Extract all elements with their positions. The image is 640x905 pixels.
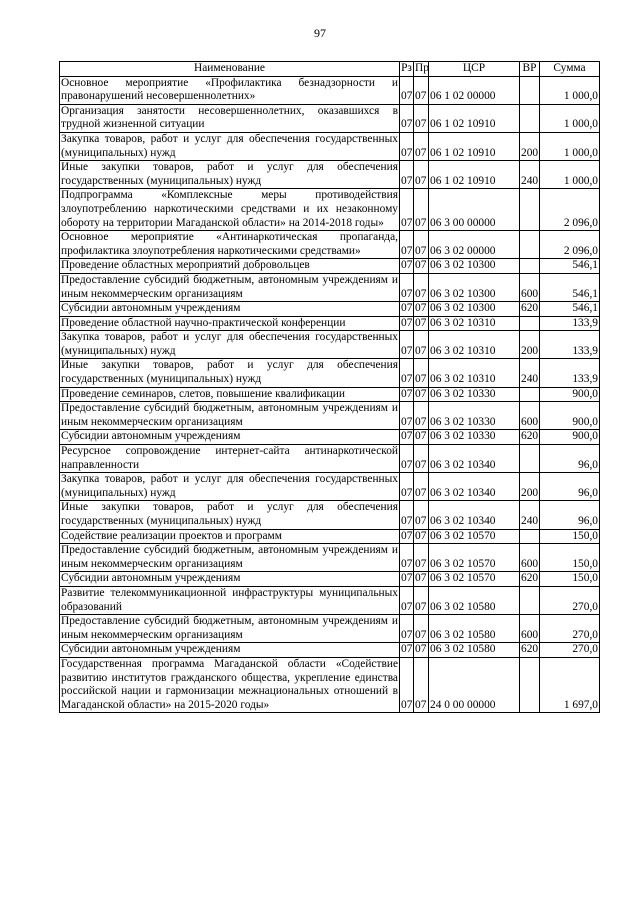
- row-vr: [520, 586, 540, 614]
- table-row: [60, 657, 600, 712]
- row-sum: 150,0: [540, 544, 600, 572]
- row-vr: 240: [520, 359, 540, 387]
- row-vr: [520, 231, 540, 259]
- row-sum: 133,9: [540, 359, 600, 387]
- table-row: [60, 643, 600, 658]
- row-name: Предоставление субсидий бюджетным, автономным учреждениям и иным некоммерческим организациям: [60, 273, 400, 301]
- row-name: Развитие телекоммуникационной инфраструктуры муниципальных образований: [60, 586, 400, 614]
- row-sum: 1 697,0: [540, 657, 600, 712]
- row-csr: 06 3 02 10300: [429, 302, 520, 317]
- row-vr: 600: [520, 544, 540, 572]
- row-rz: 07: [400, 501, 414, 529]
- row-sum: 1 000,0: [540, 76, 600, 104]
- header-sum: Сумма: [540, 62, 600, 77]
- row-pr: 07: [414, 189, 429, 231]
- row-name: Подпрограмма «Комплексные меры противодействия злоупотреблению наркотическими средствами и их незаконному обороту на территории Магаданской области» на 2014-2018 годы»: [60, 189, 400, 231]
- row-sum: 900,0: [540, 430, 600, 445]
- table-header-row: [60, 62, 600, 77]
- row-pr: 07: [414, 402, 429, 430]
- row-sum: 270,0: [540, 586, 600, 614]
- row-rz: 07: [400, 273, 414, 301]
- row-sum: 2 096,0: [540, 189, 600, 231]
- row-pr: 07: [414, 316, 429, 331]
- row-vr: 600: [520, 615, 540, 643]
- row-rz: 07: [400, 104, 414, 132]
- row-sum: 900,0: [540, 387, 600, 402]
- table-row: [60, 402, 600, 430]
- row-pr: 07: [414, 501, 429, 529]
- row-rz: 07: [400, 430, 414, 445]
- row-pr: 07: [414, 544, 429, 572]
- budget-table: [59, 61, 600, 713]
- header-vr: ВР: [520, 62, 540, 77]
- row-pr: 07: [414, 359, 429, 387]
- row-csr: 24 0 00 00000: [429, 657, 520, 712]
- row-pr: 07: [414, 302, 429, 317]
- row-csr: 06 1 02 10910: [429, 161, 520, 189]
- row-pr: 07: [414, 643, 429, 658]
- row-sum: 900,0: [540, 402, 600, 430]
- row-rz: 07: [400, 76, 414, 104]
- row-name: Основное мероприятие «Антинаркотическая пропаганда, профилактика злоупотребления наркотическими средствами»: [60, 231, 400, 259]
- row-rz: 07: [400, 615, 414, 643]
- row-csr: 06 3 02 10570: [429, 572, 520, 587]
- row-name: Проведение областных мероприятий добровольцев: [60, 259, 400, 274]
- table-row: [60, 273, 600, 301]
- row-sum: 96,0: [540, 501, 600, 529]
- row-rz: 07: [400, 643, 414, 658]
- row-name: Содействие реализации проектов и программ: [60, 529, 400, 544]
- row-csr: 06 3 02 10570: [429, 529, 520, 544]
- row-vr: 240: [520, 161, 540, 189]
- row-sum: 133,9: [540, 331, 600, 359]
- row-rz: 07: [400, 161, 414, 189]
- row-csr: 06 3 02 10340: [429, 445, 520, 473]
- row-pr: 07: [414, 259, 429, 274]
- row-rz: 07: [400, 259, 414, 274]
- row-name: Субсидии автономным учреждениям: [60, 430, 400, 445]
- row-name: Субсидии автономным учреждениям: [60, 643, 400, 658]
- row-rz: 07: [400, 657, 414, 712]
- row-pr: 07: [414, 529, 429, 544]
- row-pr: 07: [414, 615, 429, 643]
- row-pr: 07: [414, 76, 429, 104]
- row-rz: 07: [400, 529, 414, 544]
- row-sum: 150,0: [540, 572, 600, 587]
- table-row: [60, 302, 600, 317]
- row-csr: 06 3 02 10330: [429, 387, 520, 402]
- row-pr: 07: [414, 161, 429, 189]
- row-vr: 620: [520, 572, 540, 587]
- row-sum: 546,1: [540, 302, 600, 317]
- header-name: Наименование: [60, 62, 400, 77]
- row-sum: 270,0: [540, 643, 600, 658]
- table-row: [60, 387, 600, 402]
- row-vr: 200: [520, 331, 540, 359]
- table-row: [60, 529, 600, 544]
- header-pr: Пр: [414, 62, 429, 77]
- table-row: [60, 473, 600, 501]
- table-body: [60, 76, 600, 713]
- row-vr: 600: [520, 273, 540, 301]
- row-pr: 07: [414, 445, 429, 473]
- table-row: [60, 501, 600, 529]
- table-row: [60, 430, 600, 445]
- row-vr: [520, 104, 540, 132]
- row-csr: 06 3 02 10310: [429, 316, 520, 331]
- row-vr: [520, 529, 540, 544]
- row-rz: 07: [400, 586, 414, 614]
- row-rz: 07: [400, 473, 414, 501]
- page-number: 97: [314, 26, 326, 40]
- row-rz: 07: [400, 189, 414, 231]
- row-pr: 07: [414, 104, 429, 132]
- table-row: [60, 161, 600, 189]
- row-name: Ресурсное сопровождение интернет-сайта антинаркотической направленности: [60, 445, 400, 473]
- row-name: Иные закупки товаров, работ и услуг для обеспечения государственных (муниципальных) нужд: [60, 161, 400, 189]
- row-rz: 07: [400, 302, 414, 317]
- row-vr: 240: [520, 501, 540, 529]
- table-row: [60, 331, 600, 359]
- row-name: Иные закупки товаров, работ и услуг для обеспечения государственных (муниципальных) нужд: [60, 359, 400, 387]
- row-vr: [520, 76, 540, 104]
- row-sum: 546,1: [540, 259, 600, 274]
- row-pr: 07: [414, 586, 429, 614]
- row-sum: 96,0: [540, 445, 600, 473]
- row-csr: 06 1 02 10910: [429, 104, 520, 132]
- row-name: Организация занятости несовершеннолетних, оказавшихся в трудной жизненной ситуации: [60, 104, 400, 132]
- row-rz: 07: [400, 387, 414, 402]
- row-name: Предоставление субсидий бюджетным, автономным учреждениям и иным некоммерческим организациям: [60, 402, 400, 430]
- row-vr: [520, 189, 540, 231]
- row-rz: 07: [400, 572, 414, 587]
- row-name: Проведение областной научно-практической конференции: [60, 316, 400, 331]
- row-vr: 620: [520, 643, 540, 658]
- row-pr: 07: [414, 430, 429, 445]
- row-pr: 07: [414, 387, 429, 402]
- table-row: [60, 445, 600, 473]
- row-name: Субсидии автономным учреждениям: [60, 302, 400, 317]
- table-row: [60, 572, 600, 587]
- row-csr: 06 3 02 10580: [429, 643, 520, 658]
- row-name: Закупка товаров, работ и услуг для обеспечения государственных (муниципальных) нужд: [60, 331, 400, 359]
- row-csr: 06 3 02 10580: [429, 586, 520, 614]
- row-vr: 600: [520, 402, 540, 430]
- table-row: [60, 189, 600, 231]
- row-vr: [520, 387, 540, 402]
- row-sum: 150,0: [540, 529, 600, 544]
- row-vr: 620: [520, 302, 540, 317]
- row-name: Субсидии автономным учреждениям: [60, 572, 400, 587]
- row-name: Закупка товаров, работ и услуг для обеспечения государственных (муниципальных) нужд: [60, 473, 400, 501]
- row-csr: 06 3 02 10570: [429, 544, 520, 572]
- row-rz: 07: [400, 445, 414, 473]
- row-vr: [520, 259, 540, 274]
- row-name: Государственная программа Магаданской области «Содействие развитию институтов гражданского общества, укрепление единства российской нации и гармонизации межнациональных отношений в Магаданской области» на 2015-2020 годы»: [60, 657, 400, 712]
- row-csr: 06 3 02 10330: [429, 430, 520, 445]
- row-rz: 07: [400, 402, 414, 430]
- row-vr: [520, 657, 540, 712]
- row-pr: 07: [414, 657, 429, 712]
- row-csr: 06 3 02 10310: [429, 359, 520, 387]
- row-pr: 07: [414, 331, 429, 359]
- row-csr: 06 3 02 10330: [429, 402, 520, 430]
- row-rz: 07: [400, 359, 414, 387]
- row-csr: 06 3 02 10340: [429, 501, 520, 529]
- row-vr: 200: [520, 473, 540, 501]
- row-name: Закупка товаров, работ и услуг для обеспечения государственных (муниципальных) нужд: [60, 132, 400, 160]
- row-csr: 06 3 02 10300: [429, 273, 520, 301]
- row-sum: 1 000,0: [540, 104, 600, 132]
- header-csr: ЦСР: [429, 62, 520, 77]
- table-row: [60, 259, 600, 274]
- table-row: [60, 316, 600, 331]
- table-row: [60, 231, 600, 259]
- table-row: [60, 359, 600, 387]
- row-vr: 620: [520, 430, 540, 445]
- table-row: [60, 586, 600, 614]
- row-csr: 06 3 00 00000: [429, 189, 520, 231]
- table-row: [60, 132, 600, 160]
- row-sum: 1 000,0: [540, 132, 600, 160]
- row-name: Предоставление субсидий бюджетным, автономным учреждениям и иным некоммерческим организациям: [60, 615, 400, 643]
- row-sum: 96,0: [540, 473, 600, 501]
- row-rz: 07: [400, 316, 414, 331]
- row-name: Иные закупки товаров, работ и услуг для обеспечения государственных (муниципальных) нужд: [60, 501, 400, 529]
- row-sum: 133,9: [540, 316, 600, 331]
- row-rz: 07: [400, 231, 414, 259]
- row-name: Проведение семинаров, слетов, повышение квалификации: [60, 387, 400, 402]
- row-vr: [520, 316, 540, 331]
- row-pr: 07: [414, 231, 429, 259]
- row-vr: [520, 445, 540, 473]
- table-row: [60, 615, 600, 643]
- row-sum: 546,1: [540, 273, 600, 301]
- row-csr: 06 3 02 10310: [429, 331, 520, 359]
- row-pr: 07: [414, 572, 429, 587]
- row-name: Предоставление субсидий бюджетным, автономным учреждениям и иным некоммерческим организациям: [60, 544, 400, 572]
- row-csr: 06 3 02 10580: [429, 615, 520, 643]
- table-row: [60, 544, 600, 572]
- row-sum: 2 096,0: [540, 231, 600, 259]
- row-rz: 07: [400, 544, 414, 572]
- header-rz: Рз: [400, 62, 414, 77]
- row-csr: 06 3 02 10340: [429, 473, 520, 501]
- row-rz: 07: [400, 331, 414, 359]
- row-rz: 07: [400, 132, 414, 160]
- row-csr: 06 1 02 00000: [429, 76, 520, 104]
- row-vr: 200: [520, 132, 540, 160]
- row-csr: 06 1 02 10910: [429, 132, 520, 160]
- row-csr: 06 3 02 10300: [429, 259, 520, 274]
- table-row: [60, 76, 600, 104]
- table-row: [60, 104, 600, 132]
- row-sum: 270,0: [540, 615, 600, 643]
- row-pr: 07: [414, 132, 429, 160]
- row-name: Основное мероприятие «Профилактика безнадзорности и правонарушений несовершеннолетних»: [60, 76, 400, 104]
- row-pr: 07: [414, 473, 429, 501]
- row-csr: 06 3 02 00000: [429, 231, 520, 259]
- row-sum: 1 000,0: [540, 161, 600, 189]
- row-pr: 07: [414, 273, 429, 301]
